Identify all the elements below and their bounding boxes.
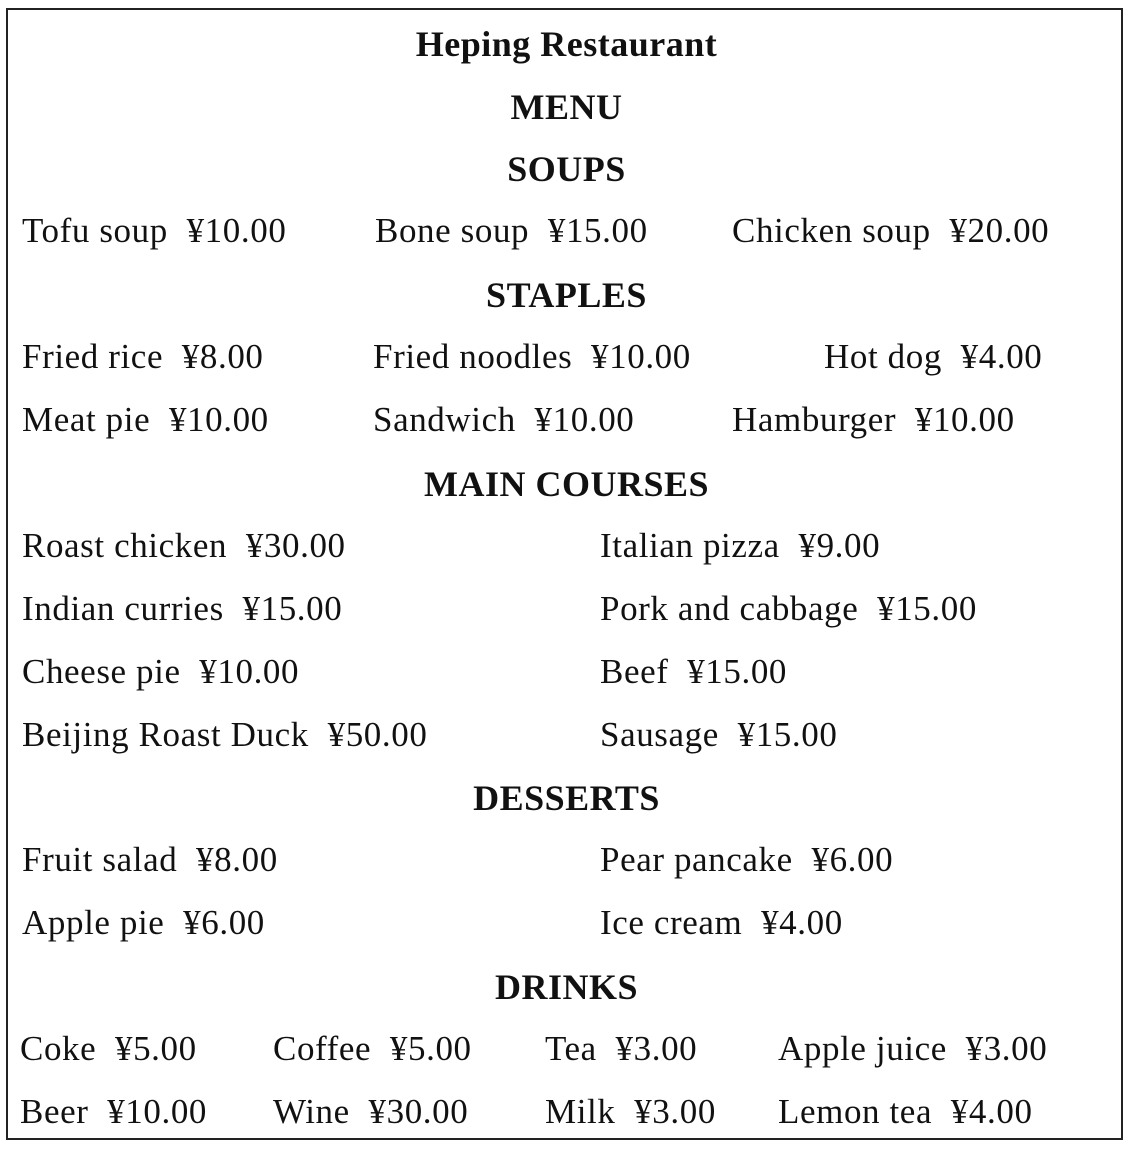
- item-price: ¥9.00: [798, 526, 881, 565]
- item-name: Beijing Roast Duck: [22, 715, 309, 754]
- item-price: ¥15.00: [242, 589, 343, 628]
- item-name: Pork and cabbage: [600, 589, 859, 628]
- menu-item-apple-pie: [22, 902, 265, 944]
- menu-item-hot-dog: [824, 336, 1042, 378]
- menu-item-coffee: [273, 1028, 472, 1070]
- menu-item-chicken-soup: [732, 210, 1049, 252]
- item-name: Chicken soup: [732, 211, 931, 250]
- menu-item-fried-rice: [22, 336, 264, 378]
- menu-item-pear-pancake: [600, 839, 893, 881]
- section-title-staples: STAPLES: [486, 275, 647, 315]
- menu-item-lemon-tea: [778, 1091, 1033, 1133]
- item-price: ¥10.00: [914, 400, 1015, 439]
- menu-title: MENU: [510, 87, 623, 127]
- item-name: Beef: [600, 652, 669, 691]
- item-price: ¥15.00: [737, 715, 838, 754]
- item-price: ¥10.00: [199, 652, 300, 691]
- section-title-desserts: DESSERTS: [473, 778, 660, 818]
- menu-item-apple-juice: [778, 1028, 1047, 1070]
- item-price: ¥3.00: [615, 1029, 698, 1068]
- item-price: ¥5.00: [389, 1029, 472, 1068]
- item-name: Fried rice: [22, 337, 164, 376]
- menu-item-beef: [600, 651, 787, 693]
- item-price: ¥3.00: [965, 1029, 1048, 1068]
- item-name: Beer: [20, 1092, 89, 1131]
- item-name: Bone soup: [375, 211, 530, 250]
- menu-item-coke: [20, 1028, 197, 1070]
- menu-item-indian-curries: [22, 588, 342, 630]
- item-price: ¥3.00: [634, 1092, 716, 1131]
- item-price: ¥5.00: [114, 1029, 197, 1068]
- item-name: Sandwich: [373, 400, 516, 439]
- menu-item-fruit-salad: [22, 839, 278, 881]
- item-name: Italian pizza: [600, 526, 780, 565]
- item-price: ¥8.00: [196, 840, 278, 879]
- item-price: ¥20.00: [949, 211, 1050, 250]
- item-name: Hamburger: [732, 400, 897, 439]
- item-price: ¥30.00: [245, 526, 346, 565]
- item-name: Coffee: [273, 1029, 372, 1068]
- item-price: ¥15.00: [547, 211, 648, 250]
- item-price: ¥50.00: [327, 715, 428, 754]
- menu-item-wine: [273, 1091, 468, 1133]
- menu-item-meat-pie: [22, 399, 269, 441]
- item-price: ¥10.00: [168, 400, 269, 439]
- item-name: Roast chicken: [22, 526, 228, 565]
- item-name: Apple juice: [778, 1029, 947, 1068]
- menu-item-ice-cream: [600, 902, 843, 944]
- item-name: Pear pancake: [600, 840, 793, 879]
- item-name: Wine: [273, 1092, 350, 1131]
- menu-item-milk: [545, 1091, 716, 1133]
- item-price: ¥10.00: [107, 1092, 208, 1131]
- section-title-drinks: DRINKS: [494, 967, 639, 1007]
- item-price: ¥30.00: [368, 1092, 469, 1131]
- item-price: ¥4.00: [960, 337, 1043, 376]
- item-name: Tea: [545, 1029, 597, 1068]
- item-price: ¥15.00: [687, 652, 788, 691]
- item-price: ¥10.00: [534, 400, 635, 439]
- menu-item-sausage: [600, 714, 837, 756]
- item-name: Coke: [20, 1029, 97, 1068]
- menu-item-beijing-roast-duck: [22, 714, 427, 756]
- item-name: Fruit salad: [22, 840, 178, 879]
- section-title-soups: SOUPS: [507, 149, 626, 189]
- item-price: ¥4.00: [761, 903, 843, 942]
- item-name: Lemon tea: [778, 1092, 933, 1131]
- restaurant-name: Heping Restaurant: [415, 24, 718, 64]
- item-name: Ice cream: [600, 903, 743, 942]
- menu-item-cheese-pie: [22, 651, 299, 693]
- section-title-main-courses: MAIN COURSES: [423, 464, 710, 504]
- item-price: ¥4.00: [950, 1092, 1033, 1131]
- menu-item-hamburger: [732, 399, 1015, 441]
- menu-item-tofu-soup: [22, 210, 286, 252]
- item-name: Apple pie: [22, 903, 165, 942]
- menu-item-bone-soup: [375, 210, 648, 252]
- menu-item-roast-chicken: [22, 525, 346, 567]
- menu-item-fried-noodles: [373, 336, 691, 378]
- item-name: Sausage: [600, 715, 719, 754]
- item-name: Meat pie: [22, 400, 151, 439]
- item-name: Hot dog: [824, 337, 942, 376]
- menu-item-sandwich: [373, 399, 634, 441]
- item-price: ¥6.00: [183, 903, 265, 942]
- item-name: Milk: [545, 1092, 616, 1131]
- item-price: ¥15.00: [877, 589, 977, 628]
- item-price: ¥6.00: [811, 840, 894, 879]
- menu-item-beer: [20, 1091, 207, 1133]
- item-price: ¥10.00: [591, 337, 691, 376]
- item-price: ¥10.00: [186, 211, 287, 250]
- item-price: ¥8.00: [181, 337, 264, 376]
- item-name: Cheese pie: [22, 652, 181, 691]
- item-name: Fried noodles: [373, 337, 573, 376]
- menu-item-tea: [545, 1028, 697, 1070]
- item-name: Tofu soup: [22, 211, 168, 250]
- item-name: Indian curries: [22, 589, 224, 628]
- menu-item-pork-and-cabbage: [600, 588, 977, 630]
- menu-item-italian-pizza: [600, 525, 880, 567]
